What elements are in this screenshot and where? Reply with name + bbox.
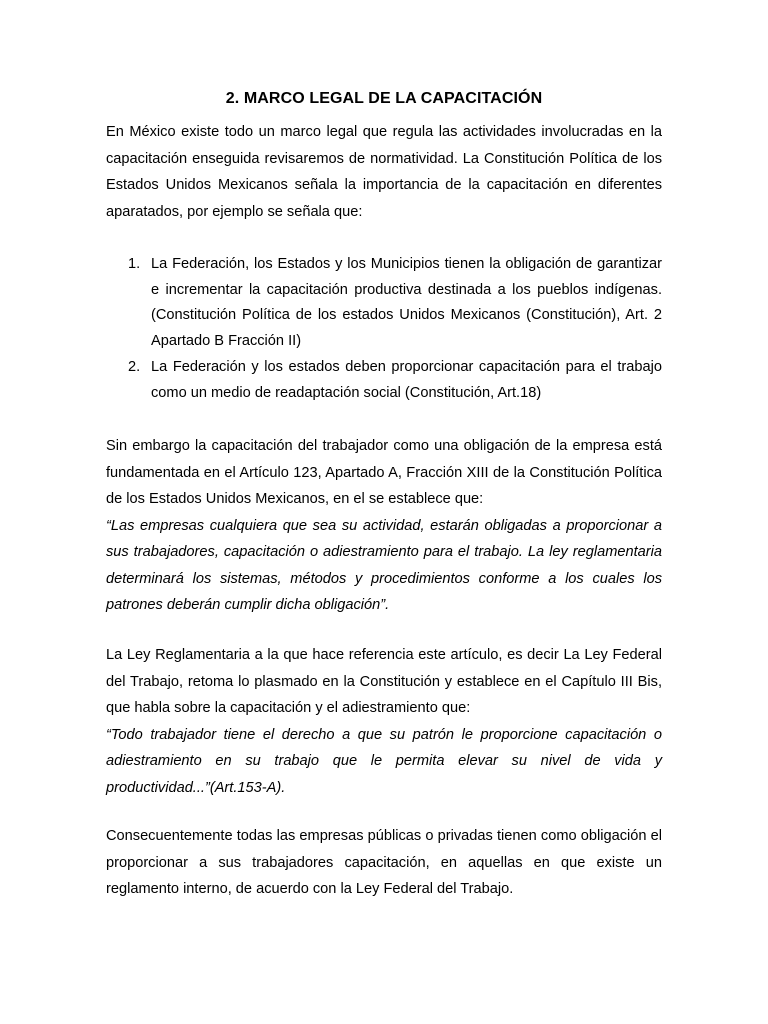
section-title: 2. MARCO LEGAL DE LA CAPACITACIÓN [225, 90, 543, 107]
conclusion-block [106, 823, 662, 903]
intro-paragraph: En México existe todo un marco legal que regula las actividades involucradas en la capacitación enseguida revisaremos de normatividad. La Constitución Política de los Estados Unidos Mexicanos señala la importancia de la capacitación en diferentes aparatados, por ejemplo se señala que: [106, 124, 662, 220]
list-item-number: 1. [128, 256, 141, 272]
constitution-quote: “Las empresas cualquiera que sea su actividad, estarán obligadas a proporcionar a sus trabajadores, capacitación o adiestramiento para el trabajo. La ley reglamentaria determinará los sistemas, métodos y procedimientos conforme a los cuales los patrones deberán cumplir dicha obligación”. [106, 517, 662, 613]
list-item-number: 2. [128, 359, 141, 375]
obligations-list [106, 252, 662, 406]
body-paragraph: Sin embargo la capacitación del trabajador como una obligación de la empresa está fundamentada en el Artículo 123, Apartado A, Fracción XIII de la Constitución Política de los Estados Unidos Mexicanos, en el se establece que: [106, 438, 662, 507]
list-item [106, 252, 662, 354]
labor-law-quote: “Todo trabajador tiene el derecho a que su patrón le proporcione capacitación o adiestramiento en su trabajo que le permita elevar su nivel de vida y productividad...”(Art.153-A). [106, 726, 662, 796]
body-paragraph: La Ley Reglamentaria a la que hace referencia este artículo, es decir La Ley Federal del Trabajo, retoma lo plasmado en la Constitución y establece en el Capítulo III Bis, que habla sobre la capacitación y el adiestramiento que: [106, 647, 662, 716]
ley-federal-block [106, 642, 662, 801]
article-123-block [106, 433, 662, 619]
list-item [106, 355, 662, 406]
list-item-text: La Federación y los estados deben proporcionar capacitación para el trabajo como un medio de readaptación social (Constitución, Art.18) [151, 359, 662, 401]
intro-paragraph-block [106, 119, 662, 225]
conclusion-paragraph: Consecuentemente todas las empresas públicas o privadas tienen como obligación el proporcionar a sus trabajadores capacitación, en aquellas en que existe un reglamento interno, de acuerdo con la Ley Federal del Trabajo. [106, 828, 662, 897]
list-item-text: La Federación, los Estados y los Municipios tienen la obligación de garantizar e incrementar la capacitación productiva destinada a los pueblos indígenas. (Constitución Política de los estados Unidos Mexicanos (Constitución), Art. 2 Apartado B Fracción II) [151, 256, 662, 349]
